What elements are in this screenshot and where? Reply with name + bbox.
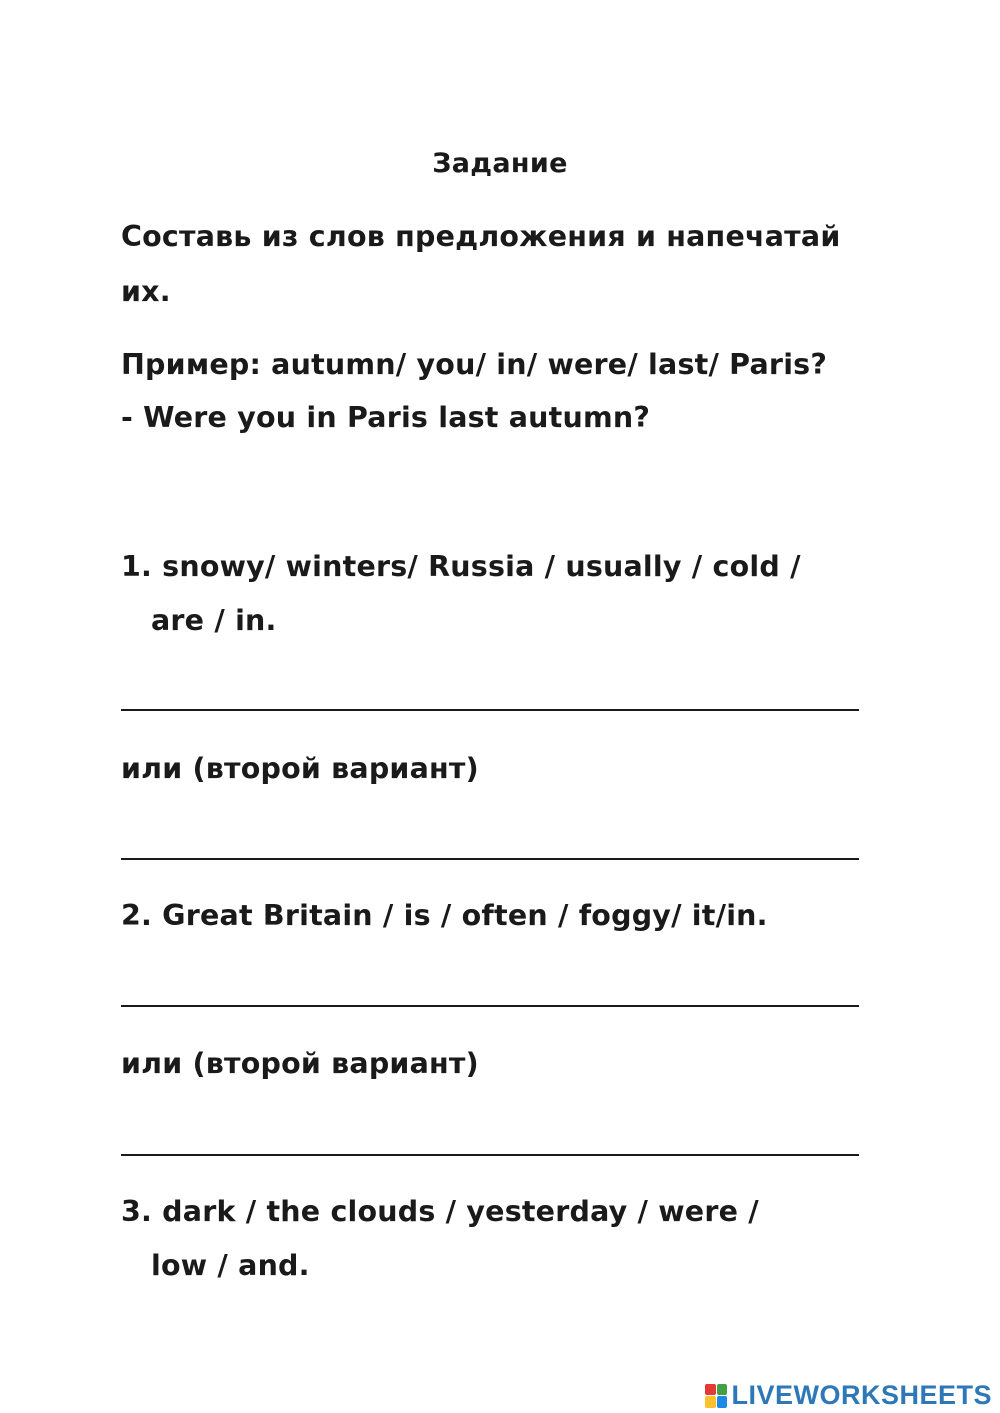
- task-3-text-cont: low / and.: [151, 1249, 310, 1282]
- task-2-text: 2. Great Britain / is / often / foggy/ it/in.: [121, 899, 768, 932]
- task-3-text: 3. dark / the clouds / yesterday / were /: [121, 1195, 759, 1228]
- task-2-alt-answer-line[interactable]: [121, 1154, 859, 1156]
- example-prompt: Пример: autumn/ you/ in/ were/ last/ Paris?: [121, 348, 828, 381]
- instruction-line-1: Составь из слов предложения и напечатай: [121, 220, 841, 253]
- task-1-text: 1. snowy/ winters/ Russia / usually / cold /: [121, 550, 801, 583]
- task-1-alt-label: или (второй вариант): [121, 752, 479, 785]
- page-title: Задание: [432, 148, 568, 179]
- task-1-alt-answer-line[interactable]: [121, 858, 859, 860]
- task-1-text-cont: are / in.: [151, 604, 277, 637]
- task-1-answer-line[interactable]: [121, 709, 859, 711]
- liveworksheets-logo-icon: [705, 1384, 727, 1408]
- example-answer: - Were you in Paris last autumn?: [121, 401, 651, 434]
- task-2-alt-label: или (второй вариант): [121, 1047, 479, 1080]
- task-2-answer-line[interactable]: [121, 1005, 859, 1007]
- instruction-line-2: их.: [121, 275, 171, 308]
- logo-text: LIVEWORKSHEETS: [731, 1380, 992, 1410]
- liveworksheets-logo: [705, 1380, 992, 1411]
